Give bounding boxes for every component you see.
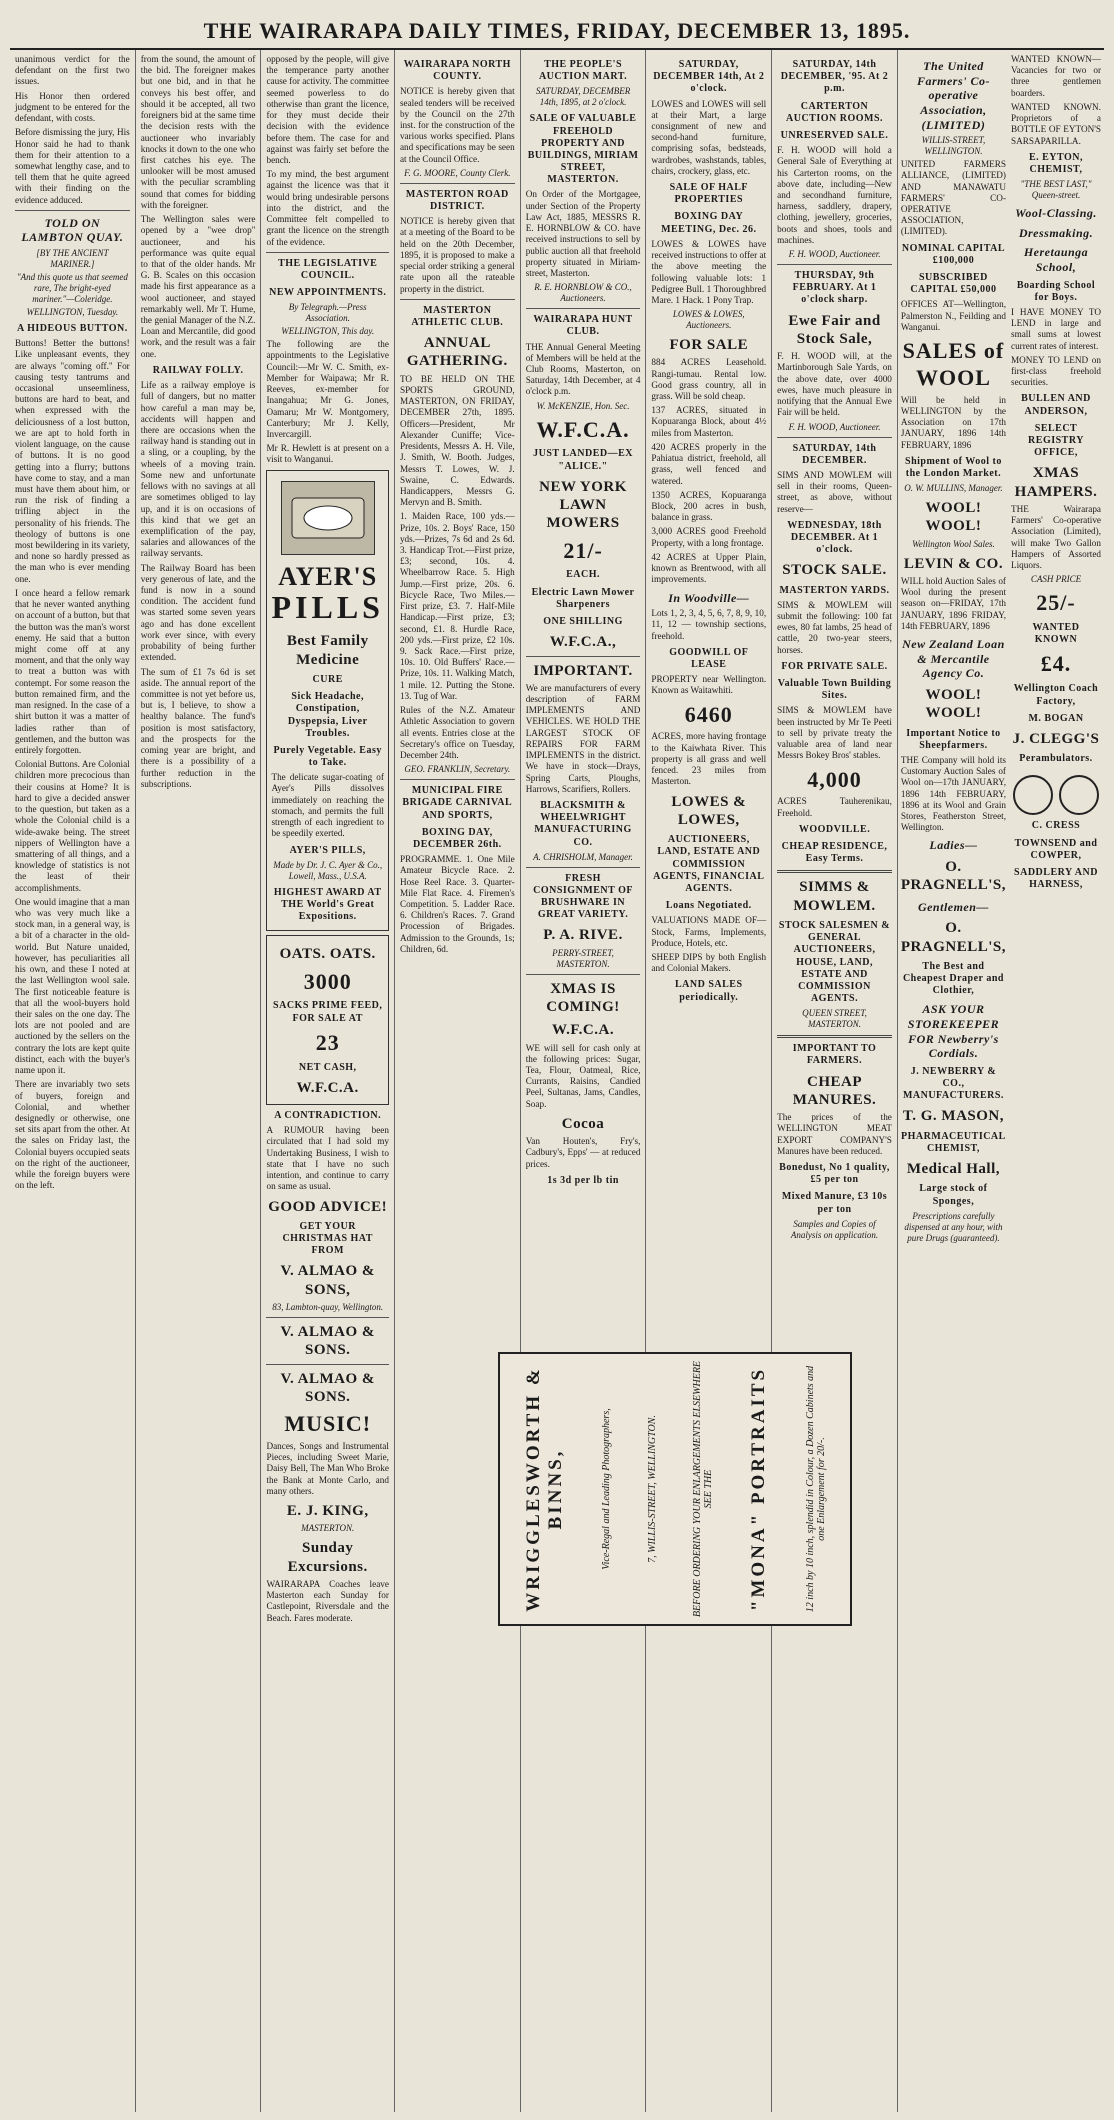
- masthead: [10, 6, 1104, 50]
- cocoa-price: 1s 3d per lb tin: [547, 1174, 619, 1186]
- oats-ad: [266, 935, 388, 1105]
- athletic-rules: Rules of the N.Z. Amateur Athletic Association to govern all events. Entries close at the Secretary's office on Tuesday, December 24th.: [399, 705, 515, 760]
- hampers-heading: XMAS HAMPERS.: [1014, 465, 1098, 500]
- acres-figure: 4,000: [807, 766, 862, 792]
- article-motto: "And this quote us that seemed rare, The bright-eyed mariner."—Coleridge.: [16, 272, 128, 304]
- photographer-ad-rotated: [500, 1354, 850, 1624]
- carnival-body: PROGRAMME. 1. One Mile Amateur Bicycle Race. 2. Hose Reel Race. 3. Quarter-Mile Flat Race. 4. Firemen's Competition. 5. Ladder Race. 6. Children's Races. 7. Grand Procession of Brigades. Admission to the Grounds, 1s; Children, 6d.: [399, 854, 515, 954]
- column-7: [772, 50, 898, 2112]
- column-4: [395, 50, 521, 2112]
- bullen-name: BULLEN AND ANDERSON,: [1021, 393, 1091, 417]
- ad-cure: CURE: [312, 673, 343, 685]
- article-dateline: WELLINGTON, Tuesday.: [26, 306, 119, 317]
- article-byline: [BY THE ANCIENT MARINER.]: [36, 248, 109, 270]
- medical-hall: Medical Hall,: [906, 1161, 1001, 1178]
- good-advice-body: GET YOUR CHRISTMAS HAT FROM: [282, 1220, 373, 1257]
- mona-portraits: "MONA" PORTRAITS: [748, 1366, 770, 1612]
- gentlemen-heading: Gentlemen—: [917, 899, 989, 914]
- lawn-price: 21/-: [563, 537, 603, 563]
- registry-heading: SELECT REGISTRY OFFICE,: [1028, 422, 1084, 459]
- article-text: Buttons! Better the buttons! Like unpleasant events, they are always "coming off." For causing testy tantrums and occasional unseemliness, buttons are hard to beat, and when expressed with the deliciousness of a lost button, we are apt to hold forth in violent language, on the cause of buttons. It is no good getting into a flurry; buttons have come to stay, and a man must have them about him, or run the risk of finding a trifling abject in the personality of his friends. The theology of buttons is one most bewildering in its variety, and none so hardly pressed as the man who is ever mending one.: [15, 338, 130, 584]
- article-text: unanimous verdict for the defendant on the first two issues.: [15, 54, 130, 87]
- sunday-head: Sunday Excursions.: [287, 1540, 368, 1575]
- acres-listing: 42 ACRES at Upper Plain, known as Brentwood, with all improvements.: [651, 551, 767, 585]
- column-2: [136, 50, 262, 2112]
- column-8: [898, 50, 1104, 2112]
- hunt-body: THE Annual General Meeting of Members will be held at the Club Rooms, Masterton, on Saturday, 14th December, at 4 o'clock p.m.: [525, 341, 641, 397]
- sites-body: SIMS & MOWLEM have been instructed by Mr Te Peeti to sell by private treaty the valuable area of land near Messrs Bokey Bros' stables.: [777, 705, 892, 761]
- pragnell-name: O. PRAGNELL'S,: [900, 920, 1006, 955]
- music-body: Dances, Songs and Instrumental Pieces, including Sweet Marie, Daisy Bell, The Man Who Broke the Bank at Monte Carlo, and many others.: [266, 1441, 389, 1496]
- almao-name: V. ALMAO & SONS,: [280, 1263, 375, 1298]
- divider: [266, 252, 388, 253]
- article-byline: By Telegraph.—Press Association.: [288, 302, 367, 324]
- ad-purely: Purely Vegetable. Easy to Take.: [273, 744, 382, 769]
- article-subhead: A HIDEOUS BUTTON.: [16, 322, 128, 334]
- residence-heading: CHEAP RESIDENCE, Easy Terms.: [781, 841, 888, 865]
- eyton-name: E. EYTON, CHEMIST,: [1028, 151, 1084, 175]
- divider: [526, 308, 641, 309]
- column-6: [646, 50, 772, 2112]
- stocksale-heading: STOCK SALE.: [782, 562, 887, 579]
- bonedust-price: Bonedust, No 1 quality, £5 per ton: [779, 1162, 890, 1186]
- acres-listing: 1350 ACRES, Kopuaranga Block, 200 acres in bush, balance in grass.: [651, 489, 767, 523]
- farmers-heading: IMPORTANT TO FARMERS.: [792, 1043, 877, 1067]
- sale-heading: SALE OF HALF PROPERTIES: [669, 182, 748, 206]
- ewe-heading: Ewe Fair and Stock Sale,: [788, 312, 881, 347]
- rive-address: PERRY-STREET, MASTERTON.: [552, 947, 614, 969]
- ad-brand: AYER'S PILLS,: [289, 844, 366, 856]
- boarding-heading: Boarding School for Boys.: [1016, 279, 1096, 303]
- nz-loan-heading: New Zealand Loan & Mercantile Agency Co.: [902, 637, 1005, 681]
- wool-heading: WOOL! WOOL!: [925, 500, 982, 535]
- photographer-ad: [498, 1352, 852, 1626]
- cordials-heading: ASK YOUR STOREKEEPER FOR Newberry's Cordials.: [907, 1002, 1000, 1061]
- cocoa-body: Van Houten's, Fry's, Cadbury's, Epps' — at reduced prices.: [525, 1136, 641, 1169]
- oats-seller: W.F.C.A.: [296, 1079, 359, 1096]
- wfca-logo: W.F.C.A.: [536, 416, 630, 442]
- divider: [400, 299, 515, 300]
- article-text: There are invariably two sets of buyers, foreign and Colonial, and whether designedly or otherwise, one set sits apart from the other. At the sales on Friday last, the Colonial buyers occupied seats on the right of the auctioneer, while the foreign buyers were on the left.: [15, 1079, 130, 1191]
- boxing-body: LOWES & LOWES have received instructions to offer at the above meeting the following valuable lots: 1 Pedigree Bull. 1 Thoroughbred Mare. 1 Hack. 1 Pony Trap.: [651, 238, 767, 305]
- article-text: opposed by the people, will give the temperance party another cause for activity. The committee seemed powerless to do otherwise than grant the licence, for they must decide their decision with the evidence before them. The case for and against was fairly set before the bench.: [266, 54, 389, 165]
- oats-note: NET CASH,: [298, 1061, 357, 1073]
- sale-date: SATURDAY, 14th DECEMBER, '95. At 2 p.m.: [780, 59, 889, 95]
- ad-pills: PILLS: [271, 589, 384, 626]
- brushware-heading: FRESH CONSIGNMENT OF BRUSHWARE IN GREAT VARIETY.: [533, 872, 633, 921]
- notice-text: NOTICE is hereby given that sealed tenders will be received by the Council on the 27th inst. for the construction of the various works specified. Plans and specifications may be seen at the Council Office.: [399, 86, 515, 164]
- oats-qty: 3000: [303, 968, 352, 994]
- hampers-body: THE Wairarapa Farmers' Co-operative Association (Limited), will make Two Gallon Hampers of Assorted Liquors.: [1011, 504, 1101, 571]
- article-text: The Wellington sales were opened by a "wee drop" auctioneer, and his performance was quite equal to that of the older hands. Mr G. B. Scales on this occasion made his first appearance as a wool auctioneer, and stayed remarkably well. Mr T. Hume, the genial Manager of the N.Z. Loan and Mercantile, did good work, and the result was a fair one.: [140, 214, 256, 359]
- woodville-body: Lots 1, 2, 3, 4, 5, 6, 7, 8, 9, 10, 11, 12 — township sections, freehold.: [651, 608, 767, 641]
- private-heading: FOR PRIVATE SALE.: [781, 660, 888, 672]
- xmas-body: WE will sell for cash only at the following prices: Sugar, Tea, Flour, Oatmeal, Rice, Currants, Raisins, Candied Peel, Sultanas, Jams, Candles, Soap.: [525, 1042, 641, 1109]
- hampers-note: CASH PRICE: [1030, 574, 1082, 585]
- xmas-heading: XMAS IS COMING!: [546, 980, 620, 1016]
- notice-text: NOTICE is hereby given that at a meeting of the Board to be held on the 20th December, 1895, it is proposed to make a special order striking a general rate upon all the rateable property in the district.: [399, 216, 515, 294]
- bicycle-icon: [1011, 769, 1101, 815]
- portrait-offer: 12 inch by 10 inch, splendid in Colour, a Dozen Cabinets and one Enlargement for 20/-.: [804, 1365, 827, 1613]
- photographer-address: 7, WILLIS-STREET, WELLINGTON.: [646, 1415, 658, 1563]
- rive-name: P. A. RIVE.: [543, 927, 623, 944]
- sharpener-price: ONE SHILLING: [543, 616, 623, 628]
- article-text: from the sound, the amount of the bid. The foreigner makes but one bid, and in that he conveys his best offer, and should it be accepted, all two foreigners bid at the same time the decision rests with the auctioneer who invariably knocks it down to the one who first catches his eye. The unlooker will be most amused with the peculiar scrambling sound that comes for bidding with the foreigner.: [140, 54, 256, 210]
- cress-name: C. CRESS: [1031, 820, 1081, 832]
- article-text: One would imagine that a man who was very much like a stock man, in a general way, is a bit of a character in the old-world. But Nature unaided, however, has peculiarities all his own, and these I noted at the last Wellington wool sale. The first noticeable feature is that all the wool-buyers hold their sales on the one day. The lots are not pooled and are auctioned by the sellers on the contrary the lots are kept quite distinct, each with the buyer's name upon it.: [15, 896, 130, 1076]
- loan-notice: MONEY TO LEND on first-class freehold securities.: [1011, 354, 1101, 388]
- notice-heading: WAIRARAPA NORTH COUNTY.: [403, 59, 511, 83]
- sale-body: On Order of the Mortgagee, under Section of the Property Law Act, 1885, MESSRS R. E. HORNBLOW & CO. have received instructions to sell by public auction all that freehold property situated in Miriam-street, Masterton.: [525, 189, 641, 278]
- carterton-heading: CARTERTON AUCTION ROOMS.: [786, 100, 884, 124]
- masterton-yards: MASTERTON YARDS.: [779, 584, 890, 596]
- wanted-heading: WANTED KNOWN: [1032, 622, 1080, 646]
- article-heading: THE LEGISLATIVE COUNCIL.: [278, 257, 378, 281]
- ladies-heading: Ladies—: [929, 838, 978, 853]
- sponges-heading: Large stock of Sponges,: [919, 1183, 988, 1207]
- ad-award: HIGHEST AWARD AT THE World's Great Expositions.: [273, 886, 382, 923]
- divider: [777, 1035, 892, 1038]
- king-name: E. J. KING,: [286, 1503, 369, 1520]
- wool-heading: WOOL! WOOL!: [925, 686, 982, 722]
- contradiction-body: A RUMOUR having been circulated that I had sold my Undertaking Business, I wish to state that I have no such intention, and continue to carry on same as usual.: [266, 1125, 389, 1192]
- smith-manager: A. CHRISHOLM, Manager.: [533, 851, 633, 862]
- wanted-notice: WANTED KNOWN. Proprietors of a BOTTLE OF EYTON'S SARSAPARILLA.: [1011, 101, 1101, 146]
- article-text: His Honor then ordered judgment to be entered for the defendant, with costs.: [15, 90, 130, 124]
- column-8a: [901, 54, 1006, 2108]
- boxing-heading: BOXING DAY MEETING, Dec. 26.: [661, 211, 757, 235]
- lawn-title: NEW YORK LAWN MOWERS: [539, 478, 627, 532]
- wood-signature: F. H. WOOD, Auctioneer.: [788, 249, 881, 260]
- ad-list: Sick Headache, Constipation, Dyspepsia, Liver Troubles.: [287, 691, 368, 739]
- sunday-body: WAIRARAPA Coaches leave Masterton each Sunday for Castlepoint, Riversdale and the Beach. Fares moderate.: [266, 1578, 389, 1623]
- ewe-body: F. H. WOOD will, at the Martinborough Sale Yards, on the above date, over 4000 ewes, have much pleasure in notifying that the Annual Ewe Fair will be held.: [777, 351, 892, 418]
- acres-listing: 137 ACRES, situated in Kopuaranga Block, about 4½ miles from Masterton.: [651, 405, 767, 438]
- column-5: [521, 50, 647, 2112]
- money-notice: I HAVE MONEY TO LEND in large and small sums at lowest current rates of interest.: [1011, 306, 1101, 351]
- sheep-notice: Important Notice to Sheepfarmers.: [906, 727, 1001, 751]
- athletic-meeting: ANNUAL GATHERING.: [406, 335, 508, 370]
- photographer-role: Vice-Regal and Leading Photographers,: [601, 1408, 613, 1570]
- unreserved-heading: UNRESERVED SALE.: [780, 129, 889, 141]
- carnival-heading: MUNICIPAL FIRE BRIGADE CARNIVAL AND SPORTS,: [402, 785, 513, 821]
- divider: [526, 974, 641, 975]
- sale-agent: R. E. HORNBLOW & CO., Auctioneers.: [534, 282, 632, 304]
- acres-listing: 3,000 ACRES good Freehold Property, with a long frontage.: [651, 526, 767, 548]
- stock-body: SIMS & MOWLEM will submit the following: 100 fat ewes, 80 fat lambs, 25 head of cattle, 20 two-year steers, horses.: [777, 599, 892, 655]
- sims-name: SIMMS & MOWLEM.: [793, 879, 876, 914]
- article-subhead: NEW APPOINTMENTS.: [269, 287, 387, 299]
- article-text: Before dismissing the jury, His Honor said he had to thank them for their attention to a somewhat lengthy case, and to tell them that he quite agreed with their finding on the evidence adduced.: [15, 127, 130, 205]
- almao-name: V. ALMAO & SONS.: [280, 1370, 375, 1405]
- athletic-secretary: GEO. FRANKLIN, Secretary.: [404, 764, 511, 775]
- good-advice-head: GOOD ADVICE!: [268, 1198, 388, 1215]
- almao-name: V. ALMAO & SONS.: [280, 1323, 375, 1359]
- manures-body: The prices of the WELLINGTON MEAT EXPORT COMPANY'S Manures have been reduced.: [777, 1112, 892, 1156]
- columns: [10, 50, 1104, 2112]
- article-text: The following are the appointments to the Legislative Council:—Mr W. C. Smith, ex-Member for Waipawa; Mr R. Reeves, ex-member for Inangahua; Mr G. Jones, Oamaru; Mr W. Montgomery, Canterbury; Mr J. Kelly, Invercargill.: [266, 339, 389, 439]
- hampers-price: 25/-: [1036, 590, 1076, 616]
- wheel-icon: [1059, 775, 1099, 815]
- wanted-price: £4.: [1040, 651, 1072, 677]
- oats-body: SACKS PRIME FEED, FOR SALE AT: [273, 1000, 383, 1024]
- ad-body: The delicate sugar-coating of Ayer's Pills dissolves immediately on reaching the stomach, and permits the full strength of each ingredient to be speedily exerted.: [271, 772, 384, 839]
- heretaunga-heading: Heretaunga School,: [1023, 245, 1089, 274]
- ad-title: AYER'S: [278, 561, 378, 591]
- divider: [777, 264, 892, 265]
- article-text: The sum of £1 7s 6d is set aside. The annual report of the committee is not yet before us, but is, I believe, to show a healthy balance. The fund's position is most satisfactory, and the prospects for the coming year are bright, and there is a possibility of a further reduction in the subscriptions.: [140, 666, 256, 789]
- ad-maker: Made by Dr. J. C. Ayer & Co., Lowell, Mass., U.S.A.: [273, 859, 383, 881]
- photographer-cta: BEFORE ORDERING YOUR ENLARGEMENTS ELSEWHERE SEE THE: [692, 1360, 715, 1618]
- lowes-services: AUCTIONEERS, LAND, ESTATE AND COMMISSION AGENTS, FINANCIAL AGENTS.: [653, 834, 765, 894]
- column-8b: [1011, 54, 1101, 2108]
- mason-role: PHARMACEUTICAL CHEMIST,: [901, 1130, 1006, 1154]
- samples-note: Samples and Copies of Analysis on application.: [790, 1218, 879, 1240]
- manager-signature: O. W. MULLINS, Manager.: [904, 483, 1003, 494]
- valuations-body: VALUATIONS MADE OF—Stock, Farms, Implements, Produce, Hotels, etc.: [651, 915, 767, 948]
- notice-heading: MASTERTON ROAD DISTRICT.: [405, 188, 509, 213]
- wheel-icon: [1013, 775, 1053, 815]
- ayers-pills-ad: [266, 470, 388, 932]
- sites-heading: Valuable Town Building Sites.: [777, 678, 892, 702]
- acres-figure: 6460: [684, 701, 733, 727]
- divider: [400, 779, 515, 780]
- shipment-heading: Shipment of Wool to the London Market.: [905, 455, 1002, 479]
- ad-subtitle: Best Family Medicine: [286, 633, 369, 668]
- prescriptions-note: Prescriptions carefully dispensed at any hour, with pure Drugs (guaranteed).: [904, 1210, 1003, 1243]
- dressmaking-heading: Dressmaking.: [1018, 225, 1094, 240]
- sales-heading: SALES of WOOL: [902, 338, 1005, 390]
- levin-name: LEVIN & CO.: [903, 555, 1004, 572]
- loans-heading: Loans Negotiated.: [665, 900, 752, 912]
- woolclass-heading: Wool-Classing.: [1015, 206, 1097, 221]
- sims-role: STOCK SALESMEN & GENERAL AUCTIONEERS, HOUSE, LAND, ESTATE AND COMMISSION AGENTS.: [778, 919, 891, 1005]
- hunt-secretary: W. McKENZIE, Hon. Sec.: [536, 400, 630, 411]
- wfca-logo: W.F.C.A.,: [549, 634, 617, 651]
- divider: [777, 870, 892, 873]
- wednesday-date: WEDNESDAY, 18th DECEMBER. At 1 o'clock.: [787, 519, 882, 556]
- divider: [400, 183, 515, 184]
- acres-listing: ACRES, more having frontage to the Kaiwhata River. This property is all grass and well fenced. 23 miles from Masterton.: [651, 731, 767, 787]
- auction-date: SATURDAY, DECEMBER 14th, 1895, at 2 o'clock.: [535, 86, 631, 108]
- divider: [266, 1364, 388, 1365]
- athletic-body: TO BE HELD ON THE SPORTS GROUND, MASTERTON, ON FRIDAY, DECEMBER 27th, 1895. Officers—President, Mr Alexander Cuniffe; Vice-Presidents, Messrs A. H. Vile, J. Smith, W. Booth. Judges, Messrs T. Lowes, W. J. Swaine, C. Edwards. Handicappers, Messrs G. Mervyn and B. Smith.: [399, 373, 515, 508]
- townsend-name: TOWNSEND and COWPER,: [1014, 837, 1098, 861]
- divider: [526, 867, 641, 868]
- acres-listing: ACRES Tauherenikau, Freehold.: [777, 796, 892, 818]
- important-body: We are manufacturers of every description of FARM IMPLEMENTS AND VEHICLES. WE HOLD THE LARGEST STOCK OF REPAIRS FOR FARM IMPLEMENTS in the district. We have in stock—Drays, Spring Carts, Ploughs, Harrows, Scarifiers, Rollers.: [525, 682, 641, 794]
- goodwill-heading: GOODWILL OF LEASE: [669, 646, 749, 671]
- pill-box-icon: [281, 481, 375, 555]
- sales-body: Will be held in WELLINGTON by the Association on 17th JANUARY, 1896 14th FEBRUARY, 1896: [900, 394, 1006, 450]
- sale-heading: SALE OF VALUABLE FREEHOLD PROPERTY AND BUILDINGS, MIRIAM STREET, MASTERTON.: [527, 113, 639, 186]
- carnival-date: BOXING DAY, DECEMBER 26th.: [412, 826, 502, 850]
- draper-heading: The Best and Cheapest Draper and Clothier,: [902, 960, 1004, 997]
- saddlery-heading: SADDLERY AND HARNESS,: [1014, 866, 1098, 891]
- music-head: MUSIC!: [284, 1411, 372, 1437]
- saturday-date: SATURDAY, 14th DECEMBER.: [792, 442, 877, 466]
- article-subhead: RAILWAY FOLLY.: [152, 364, 244, 376]
- sharpener-heading: Electric Lawn Mower Sharpeners: [531, 586, 635, 610]
- hunt-heading: WAIRARAPA HUNT CLUB.: [533, 314, 633, 338]
- lowes-signature: LOWES & LOWES, Auctioneers.: [672, 309, 745, 331]
- wood-signature: F. H. WOOD, Auctioneer.: [788, 421, 881, 432]
- sheep-body: THE Company will hold its Customary Auction Sales of Wool on—17th JANUARY, 1896 14th FEBRUARY, 1896 at its Wool and Grain Stores, Featherston Street, Wellington.: [900, 754, 1006, 833]
- clegg-name: J. CLEGG'S: [1012, 730, 1100, 747]
- photographer-name: WRIGGLESWORTH & BINNS,: [523, 1366, 567, 1612]
- lawn-each: EACH.: [566, 569, 600, 581]
- notice-signature: F. G. MOORE, County Clerk.: [404, 167, 511, 178]
- subscribed-capital: SUBSCRIBED CAPITAL £50,000: [910, 271, 997, 296]
- almao-address: 83, Lambton-quay, Wellington.: [272, 1302, 384, 1313]
- land-sales: LAND SALES periodically.: [675, 979, 743, 1003]
- article-text: To my mind, the best argument against the licence was that it would bring undesirable persons into the district, and the Committee felt compelled to grant the licence on the strength of the evidence.: [266, 169, 389, 247]
- column-1: [10, 50, 136, 2112]
- athletic-heading: MASTERTON ATHLETIC CLUB.: [411, 304, 504, 328]
- acres-listing: 420 ACRES properly in the Pahiatua district, freehold, all grass, well fenced and watered.: [651, 441, 767, 486]
- woodville-heading: In Woodville—: [668, 590, 750, 605]
- sims-body: SIMS AND MOWLEM will sell in their rooms, Queen-street, as above, without reserve—: [777, 469, 892, 514]
- article-text: Mr R. Hewlett is at present on a visit to Wanganui.: [266, 443, 389, 465]
- association-address: WILLIS-STREET, WELLINGTON.: [921, 135, 986, 157]
- divider: [777, 437, 892, 438]
- article-heading: TOLD ON LAMBTON QUAY.: [21, 215, 124, 245]
- column-3: [261, 50, 394, 2112]
- acres-listing: 884 ACRES Leasehold. Rangi-tumau. Rental low. Good grass country, all in grass. Will be sold cheap.: [651, 357, 767, 402]
- association-heading: The United Farmers' Co-operative Association, (LIMITED): [916, 59, 990, 132]
- bogan-name: M. BOGAN: [1028, 712, 1084, 724]
- pragnell-name: O. PRAGNELL'S,: [900, 859, 1006, 894]
- athletic-events: 1. Maiden Race, 100 yds.—Prize, 10s. 2. Boys' Race, 150 yds.—Prizes, 7s 6d and 2s 6d. 3. Handicap Trot.—First prize, £3; second, 10s. 4. Wheelbarrow Race. 5. High Jump.—First prize, 20s. 6. Bicycle Race, Two Miles.—First prize, £3. 7. Half-Mile Handicap.—First prize, £3; second, £1. 8. Hurdle Race, 200 yds.—First prize, £2 10s. 9. Sack Race.—First prize, 10s. 10. Old Buffers' Race.—Prize, 10s. 11. Walking Match, 1 mile. 12. Putting the Stone. 13. Tug of War.: [399, 511, 515, 701]
- sheep-dips: SHEEP DIPS by both English and Colonial Makers.: [651, 951, 767, 974]
- article-text: I once heard a fellow remark that he never wanted anything on account of a button, but that the button was the man's worst enemy. He said that a button might come off at any moment, and that the only way to treat a button was with contempt. For some reason the button remained firm, and the man resigned. In the case of a shirt button it was a matter of ladies rather than of gentlemen, and the button was entirely forgotten.: [15, 587, 130, 755]
- important-heading: IMPORTANT.: [533, 662, 633, 679]
- oats-price: 23: [315, 1029, 340, 1055]
- mixed-price: Mixed Manure, £3 10s per ton: [781, 1191, 888, 1215]
- coach-heading: Wellington Coach Factory,: [1013, 683, 1099, 707]
- article-text: Life as a railway employe is full of dangers, but no matter how careful a man may be, accidents will happen and there are occasions when the railway hand is standing out in a sling, or a coupling, by the wheels of a moving train. Some new and unfortunate fellows with no savings at all are sometimes obliged to lay up, and it is on occasions of this kind that we get an exemplification of the pay, salaries and allowances of the railway servants.: [140, 380, 256, 559]
- divider: [15, 210, 130, 211]
- lawn-heading: JUST LANDED—EX "ALICE.": [533, 448, 633, 472]
- article-text: The Railway Board has been very generous of late, and the fund is now in a sound condition. The accident fund was started some seven years ago and has done excellent work ever since, with every probability of being further extended.: [140, 562, 256, 663]
- mason-name: T. G. MASON,: [902, 1108, 1005, 1125]
- divider: [526, 656, 641, 657]
- sale-body: F. H. WOOD will hold a General Sale of Everything at his Carterton rooms, on the above date, including—New and secondhand furniture, harness, saddlery, drapery, clothing, jewellery, groceries, boots and shoes, tools and machines.: [777, 145, 892, 245]
- auction-heading: THE PEOPLE'S AUCTION MART.: [538, 59, 628, 83]
- sims-location: QUEEN STREET, MASTERTON.: [802, 1008, 867, 1030]
- wool-sub: Wellington Wool Sales.: [912, 538, 995, 549]
- thursday-date: THURSDAY, 9th FEBRUARY. At 1 o'clock sharp.: [792, 270, 877, 306]
- levin-body: WILL hold Auction Sales of Wool during the present season on—FRIDAY, 17th JANUARY, 1896 FRIDAY, 14th FEBRUARY, 1896: [900, 575, 1006, 631]
- sale-date: SATURDAY, DECEMBER 14th, At 2 o'clock.: [653, 59, 765, 95]
- sale-body: LOWES and LOWES will sell at their Mart, a large consignment of new and second-hand furniture, comprising sofas, bedsteads, wardrobes, washstands, tables, chairs, crockery, glass, etc.: [651, 98, 767, 176]
- nominal-capital: NOMINAL CAPITAL £100,000: [901, 242, 1006, 266]
- divider: [266, 1317, 388, 1318]
- perambulators-heading: Perambulators.: [1019, 753, 1093, 765]
- masthead-title: THE WAIRARAPA DAILY TIMES, FRIDAY, DECEMBER 13, 1895.: [203, 18, 911, 43]
- forsale-heading: FOR SALE: [669, 337, 749, 354]
- smith-company: BLACKSMITH & WHEELWRIGHT MANUFACTURING CO.: [534, 800, 632, 848]
- article-dateline: WELLINGTON, This day.: [281, 326, 375, 337]
- oats-title: OATS. OATS.: [279, 946, 376, 963]
- king-address: MASTERTON.: [301, 1523, 355, 1534]
- article-text: Colonial Buttons. Are Colonial children more precocious than their cousins at Home? It is hard to give a decided answer to the question, but taken as a whole the Colonial child is a wide-awake being. The street nippers of Wellington have a smattering of all things, and a knowledge of statistics is not the least of their accomplishments.: [15, 759, 130, 893]
- offices: OFFICES AT—Wellington, Palmerston N., Feilding and Wanganui.: [900, 299, 1006, 332]
- wanted-notice: WANTED KNOWN—Vacancies for two or three gentlemen boarders.: [1011, 54, 1101, 98]
- goodwill-body: PROPERTY near Wellington. Known as Waitawhiti.: [651, 674, 767, 696]
- newberry-name: J. NEWBERRY & CO., MANUFACTURERS.: [902, 1065, 1004, 1102]
- woodville-heading: WOODVILLE.: [798, 823, 871, 835]
- manures-heading: CHEAP MANURES.: [792, 1073, 877, 1108]
- wfca-logo: W.F.C.A.: [552, 1022, 615, 1039]
- cocoa-heading: Cocoa: [561, 1115, 605, 1132]
- lowes-name: LOWES & LOWES,: [671, 793, 747, 828]
- eyton-sub: "THE BEST LAST," Queen-street.: [1020, 179, 1092, 201]
- association-sub: UNITED FARMERS ALLIANCE, (LIMITED) AND MANAWATU FARMERS' CO-OPERATIVE ASSOCIATION, (LIMITED).: [900, 159, 1006, 237]
- contradiction-head: A CONTRADICTION.: [274, 1110, 382, 1122]
